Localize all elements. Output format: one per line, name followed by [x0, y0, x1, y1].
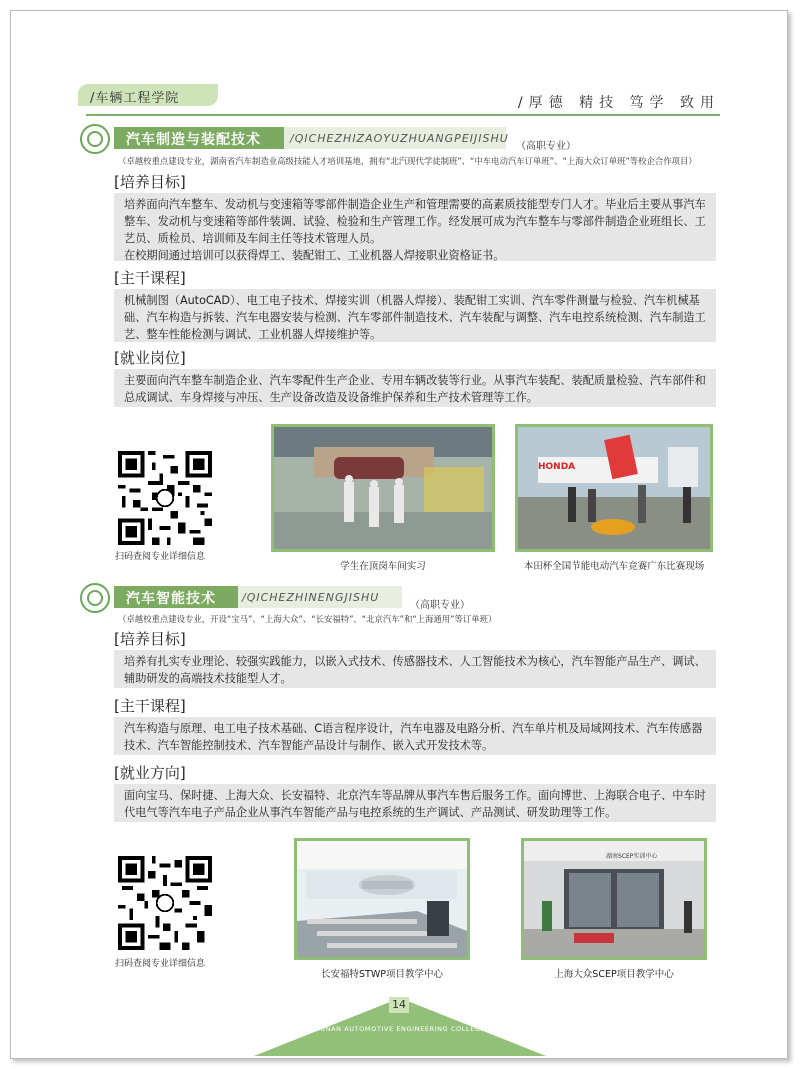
qr-code[interactable] [118, 451, 212, 545]
section1-goal-box [114, 193, 716, 261]
page-number: 14 [389, 997, 409, 1013]
section2-job-heading: [就业方向] [114, 764, 186, 782]
section2-goal-text: 培养有扎实专业理论、较强实践能力，以嵌入式技术、传感器技术、人工智能技术为核心，汽车智能产品生产、调试、辅助研发的高端技术技能型人才。 [124, 655, 706, 685]
section1-pinyin: /QICHEZHIZAOYUZHUANGPEIJISHU [290, 132, 509, 145]
photo2-caption: 本田杯全国节能电动汽车竞赛广东比赛现场 [523, 561, 705, 572]
college-name-en: HUNAN AUTOMOTIVE ENGINEERING COLLEGE [314, 1025, 486, 1033]
section1-course-box [114, 289, 716, 342]
section1-goal-heading: [培养目标] [114, 173, 186, 191]
scep-sign: 湖南SCEP实训中心 [606, 853, 658, 860]
section2-goal-heading: [培养目标] [114, 630, 186, 648]
section1-course-text: 机械制图（AutoCAD）、电工电子技术、焊接实训（机器人焊接）、装配钳工实训、汽车零件测量与检验、汽车机械基础、汽车构造与拆装、汽车电器安装与检测、汽车零部件制造技术、汽车装配与调整、汽车电控系统检测、汽车制造工艺、整车性能检测与调试、工业机器人焊接维护等。 [124, 294, 706, 341]
section1-job-text: 主要面向汽车整车制造企业、汽车零配件生产企业、专用车辆改装等行业。从事汽车装配、装配质量检验、汽车部件和总成调试、车身焊接与冲压、生产设备改造及设备维护保养和生产技术管理等工作。 [124, 374, 706, 404]
gear-icon [80, 124, 110, 154]
section1-goal-text: 培养面向汽车整车、发动机与变速箱等零部件制造企业生产和管理需要的高素质技能型专门人才。毕业后主要从事汽车整车、发动机与变速箱等部件装调、试验、检验和生产管理工作。经发展可成为汽车整车与零部件制造企业班组长、工艺员、质检员、培训师及车间主任等技术管理人员。 在校期间通过培训可以获得焊工、装配钳工、工业机器人焊接职业资格证书。 [124, 198, 706, 262]
school-motto: /厚德 精技 笃学 致用 [517, 95, 720, 111]
section1-job-heading: [就业岗位] [114, 349, 186, 367]
section2-course-box [114, 717, 716, 755]
section2-note: （卓越校重点建设专业，开设“宝马”、“上海大众”、“长安福特”、“北京汽车”和“上海通用”等订单班） [118, 614, 497, 624]
section2-job-box [114, 784, 716, 822]
department-label: /车辆工程学院 [90, 91, 180, 106]
section2-pinyin: /QICHEZHINENGJISHU [242, 591, 380, 604]
section1-job-box [114, 369, 716, 407]
qr-caption: 扫码查阅专业详细信息 [115, 552, 206, 562]
section1-title: 汽车制造与装配技术 [126, 132, 261, 148]
photo1-caption: 学生在顶岗车间实习 [340, 561, 426, 572]
honda-banner: HONDA [538, 462, 576, 472]
section2-course-heading: [主干课程] [114, 697, 186, 715]
section1-note: （卓越校重点建设专业，湖南省汽车制造业高级技能人才培训基地，拥有“北汽现代学徒制班”、“中车电动汽车订单班”、“上海大众订单班”等校企合作项目） [118, 156, 697, 166]
section2-job-text: 面向宝马、保时捷、上海大众、长安福特、北京汽车等品牌从事汽车售后服务工作。面向博世、上海联合电子、中车时代电气等汽车电子产品企业从事汽车智能产品与电控系统的生产调试、产品测试、研发助理等工作。 [124, 789, 706, 819]
section2-goal-box [114, 650, 716, 688]
photo-factory-workshop [271, 424, 495, 552]
section2-title: 汽车智能技术 [126, 591, 216, 607]
qr-caption: 扫码查阅专业详细信息 [115, 959, 206, 969]
section1-level: （高职专业） [516, 141, 576, 152]
gear-icon [80, 583, 110, 613]
section2-course-text: 汽车构造与原理、电工电子技术基础、C语言程序设计，汽车电器及电路分析、汽车单片机及局域网技术、汽车传感器技术、汽车智能控制技术、汽车智能产品设计与制作、嵌入式开发技术等。 [124, 722, 703, 752]
section1-course-heading: [主干课程] [114, 269, 186, 287]
department-tag [78, 84, 218, 106]
header-divider [86, 114, 720, 116]
photo-honda-competition [515, 424, 713, 552]
photo-svw-scep-center [521, 838, 707, 960]
photo-changan-ford-center [294, 838, 470, 960]
section2-level: （高职专业） [410, 600, 470, 611]
photo4-caption: 上海大众SCEP项目教学中心 [554, 969, 674, 980]
photo3-caption: 长安福特STWP项目教学中心 [321, 969, 443, 980]
qr-code[interactable] [118, 856, 212, 950]
